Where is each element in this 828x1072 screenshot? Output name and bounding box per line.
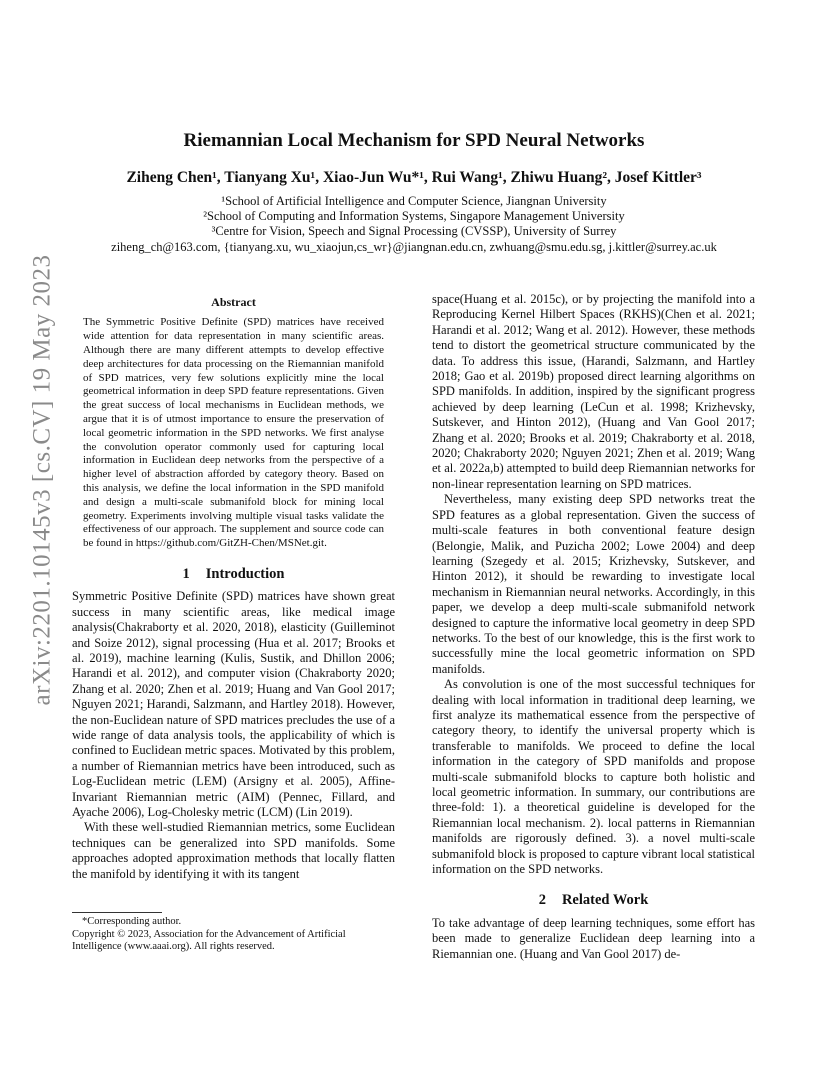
section-title: Introduction [205, 565, 285, 582]
arxiv-stamp-text: arXiv:2201.10145v3 [cs.CV] 19 May 2023 [28, 254, 55, 706]
right-paragraph-2: Nevertheless, many existing deep SPD networks treat the SPD features as a global representation. Given the success of multi-scale features in both conventional feature design (Belongie, Malik, and Puzicha 2002; Lowe 2004) and deep learning (Szegedy et al. 2015; Krizhevsky, Sutskever, and Hinton 2012), it should be rewarding to investigate local mechanism in Riemannian neural networks. Accordingly, in this paper, we develop a deep multi-scale submanifold network designed to capture the informative local geometry in deep SPD networks. To the best of our knowledge, this is the first work to successfully mine the local geometric information on SPD manifolds. [432, 492, 755, 676]
footnote [72, 916, 395, 954]
related-paragraph-1: To take advantage of deep learning techniques, some effort has been made to generalize Euclidean deep learning into a Riemannian one. (Huang and Van Gool 2017) de- [432, 915, 755, 961]
affiliation-2: ²School of Computing and Information Systems, Singapore Management University [203, 209, 625, 223]
paper-title: Riemannian Local Mechanism for SPD Neural Networks [183, 130, 645, 151]
footnote-copyright: Copyright © 2023, Association for the Advancement of Artificial Intelligence (www.aaai.org). All rights reserved. [72, 928, 346, 953]
section-heading-introduction [72, 567, 395, 582]
affiliation-1: ¹School of Artificial Intelligence and Computer Science, Jiangnan University [221, 194, 607, 208]
intro-paragraph-2: With these well-studied Riemannian metrics, some Euclidean techniques can be generalized into SPD manifolds. Some approaches adopted approximation methods that locally flatten the manifold by identifying it with its tangent [72, 820, 395, 881]
author-list: Ziheng Chen¹, Tianyang Xu¹, Xiao-Jun Wu*¹, Rui Wang¹, Zhiwu Huang², Josef Kittler³ [126, 169, 702, 186]
left-column [72, 292, 395, 882]
abstract-text: The Symmetric Positive Definite (SPD) matrices have received wide attention for data representation in many scientific areas. Although there are many different attempts to develop effective deep architectures for data processing on the Riemannian manifold of SPD matrices, very few solutions explicitly mine the local geometrical information in deep SPD feature representations. Given the great success of local mechanisms in Euclidean methods, we argue that it is of utmost importance to ensure the preservation of local geometric information in the SPD networks. We first analyse the convolution operator commonly used for capturing local information in Euclidean deep networks from the perspective of a higher level of abstraction afforded by category theory. Based on this analysis, we define the local information in the SPD manifold and design a multi-scale submanifold block for mining local geometry. Experiments involving multiple visual tasks validate the effectiveness of our approach. The supplement and source code can be found in https://github.com/GitZH-Chen/MSNet.git. [83, 316, 384, 550]
footnote-corresponding: *Corresponding author. [82, 916, 182, 927]
arxiv-stamp [22, 254, 62, 706]
section-title: Related Work [561, 892, 649, 909]
section-number: 2 [538, 892, 546, 909]
intro-paragraph-1: Symmetric Positive Definite (SPD) matrices have shown great success in many scientific areas, like medical image analysis(Chakraborty et al. 2020, 2018), elasticity (Guilleminot and Soize 2012), signal processing (Hua et al. 2017; Brooks et al. 2019), machine learning (Kulis, Sustik, and Dhillon 2006; Harandi et al. 2012), and computer vision (Chakraborty 2020; Zhang et al. 2020; Zhen et al. 2019; Huang and Van Gool 2017; Nguyen 2021; Harandi, Salzmann, and Hartley 2018). However, the non-Euclidean nature of SPD matrices precludes the use of a wide range of data analysis tools, the applicability of which is confined to Euclidean metric spaces. Motivated by this problem, a number of Riemannian metrics have been introduced, such as Log-Euclidean metric (LEM) (Arsigny et al. 2005), Affine-Invariant Riemannian metric (AIM) (Pennec, Fillard, and Ayache 2006), Log-Cholesky metric (LCM) (Lin 2019). [72, 589, 395, 820]
author-emails: ziheng_ch@163.com, {tianyang.xu, wu_xiaojun,cs_wr}@jiangnan.edu.cn, zwhuang@smu.edu.sg, j.kittler@surrey.ac.uk [111, 240, 717, 254]
right-paragraph-1: space(Huang et al. 2015c), or by projecting the manifold into a Reproducing Kernel Hilbert Spaces (RKHS)(Chen et al. 2021; Harandi et al. 2012; Wang et al. 2012). However, these methods tend to distort the geometrical structure communicated by the data. To address this issue, (Harandi, Salzmann, and Hartley 2018; Gao et al. 2019b) proposed direct learning algorithms on SPD manifolds. In addition, inspired by the significant progress achieved by deep learning (LeCun et al. 1998; Krizhevsky, Sutskever, and Hinton 2012), (Huang and Van Gool 2017; Zhang et al. 2020; Brooks et al. 2019; Chakraborty et al. 2018, 2020; Chakraborty 2020; Nguyen 2021; Zhen et al. 2019; Wang et al. 2022a,b) attempted to build deep Riemannian networks for non-linear representation learning on SPD matrices. [432, 292, 755, 491]
section-number: 1 [182, 565, 190, 582]
right-column [432, 292, 755, 962]
abstract-heading: Abstract [211, 295, 256, 309]
footnote-rule [72, 912, 162, 913]
section-heading-related-work [432, 893, 755, 908]
affiliation-3: ³Centre for Vision, Speech and Signal Processing (CVSSP), University of Surrey [211, 224, 617, 238]
right-paragraph-3: As convolution is one of the most successful techniques for dealing with local information in traditional deep learning, we first analyze its mathematical essence from the perspective of category theory, to identify the universal property which is transferable to manifolds. We proceed to define the local information in the category of SPD manifolds and propose multi-scale submanifold blocks to capture both holistic and local geometric information. In summary, our contributions are three-fold: 1). a theoretical guideline is developed for the Riemannian local mechanism. 2). local patterns in Riemannian manifolds are rigorously defined. 3). a novel multi-scale submanifold block is proposed to capture vibrant local statistical information on the SPD networks. [432, 677, 755, 877]
